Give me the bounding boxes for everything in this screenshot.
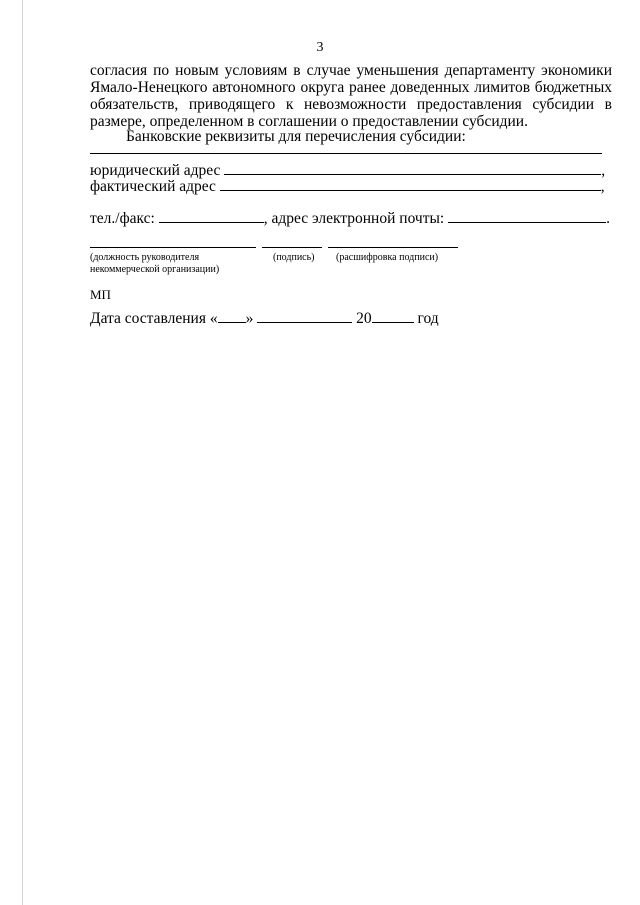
phone-blank — [159, 208, 264, 223]
signature-caption: (подпись) — [273, 252, 315, 263]
actual-address-row: фактический адрес , — [90, 178, 605, 195]
year-blank — [372, 308, 414, 323]
date-row: Дата составления « » 20 год — [90, 310, 439, 327]
page-edge-line — [22, 0, 23, 905]
year-prefix: 20 — [356, 310, 372, 327]
legal-address-blank — [224, 160, 601, 175]
page-number: 3 — [316, 40, 324, 55]
contacts-row: тел./факс: , адрес электронной почты: . — [90, 210, 610, 227]
day-blank — [218, 308, 246, 323]
decryption-caption: (расшифровка подписи) — [336, 252, 439, 263]
actual-address-blank — [220, 176, 601, 191]
year-suffix: год — [417, 310, 439, 327]
actual-address-label: фактический адрес — [90, 178, 216, 195]
stamp-place: МП — [90, 287, 111, 302]
position-caption: (должность руководителя некоммерческой организации) — [90, 252, 220, 275]
email-blank — [448, 208, 606, 223]
legal-address-label: юридический адрес — [90, 162, 221, 179]
bank-details-heading: Банковские реквизиты для перечисления субсидии: — [126, 128, 466, 145]
position-signature-line — [90, 247, 256, 248]
email-label: , адрес электронной почты: — [263, 210, 445, 227]
phone-label: тел./факс: — [90, 210, 155, 227]
decryption-signature-line — [328, 247, 458, 248]
date-label: Дата составления « — [90, 310, 218, 327]
month-blank — [257, 308, 352, 323]
signature-line — [262, 247, 322, 248]
body-paragraph: согласия по новым условиям в случае уменьшения департаменту экономики Ямало-Ненецкого автономного округа ранее доведенных лимитов бюджетных обязательств, приводящего к невозможности предоставления субсидии в размере, определенном в соглашении о предоставлении субсидии. — [90, 62, 612, 130]
bank-details-line — [90, 153, 602, 154]
legal-address-row: юридический адрес , — [90, 162, 606, 179]
